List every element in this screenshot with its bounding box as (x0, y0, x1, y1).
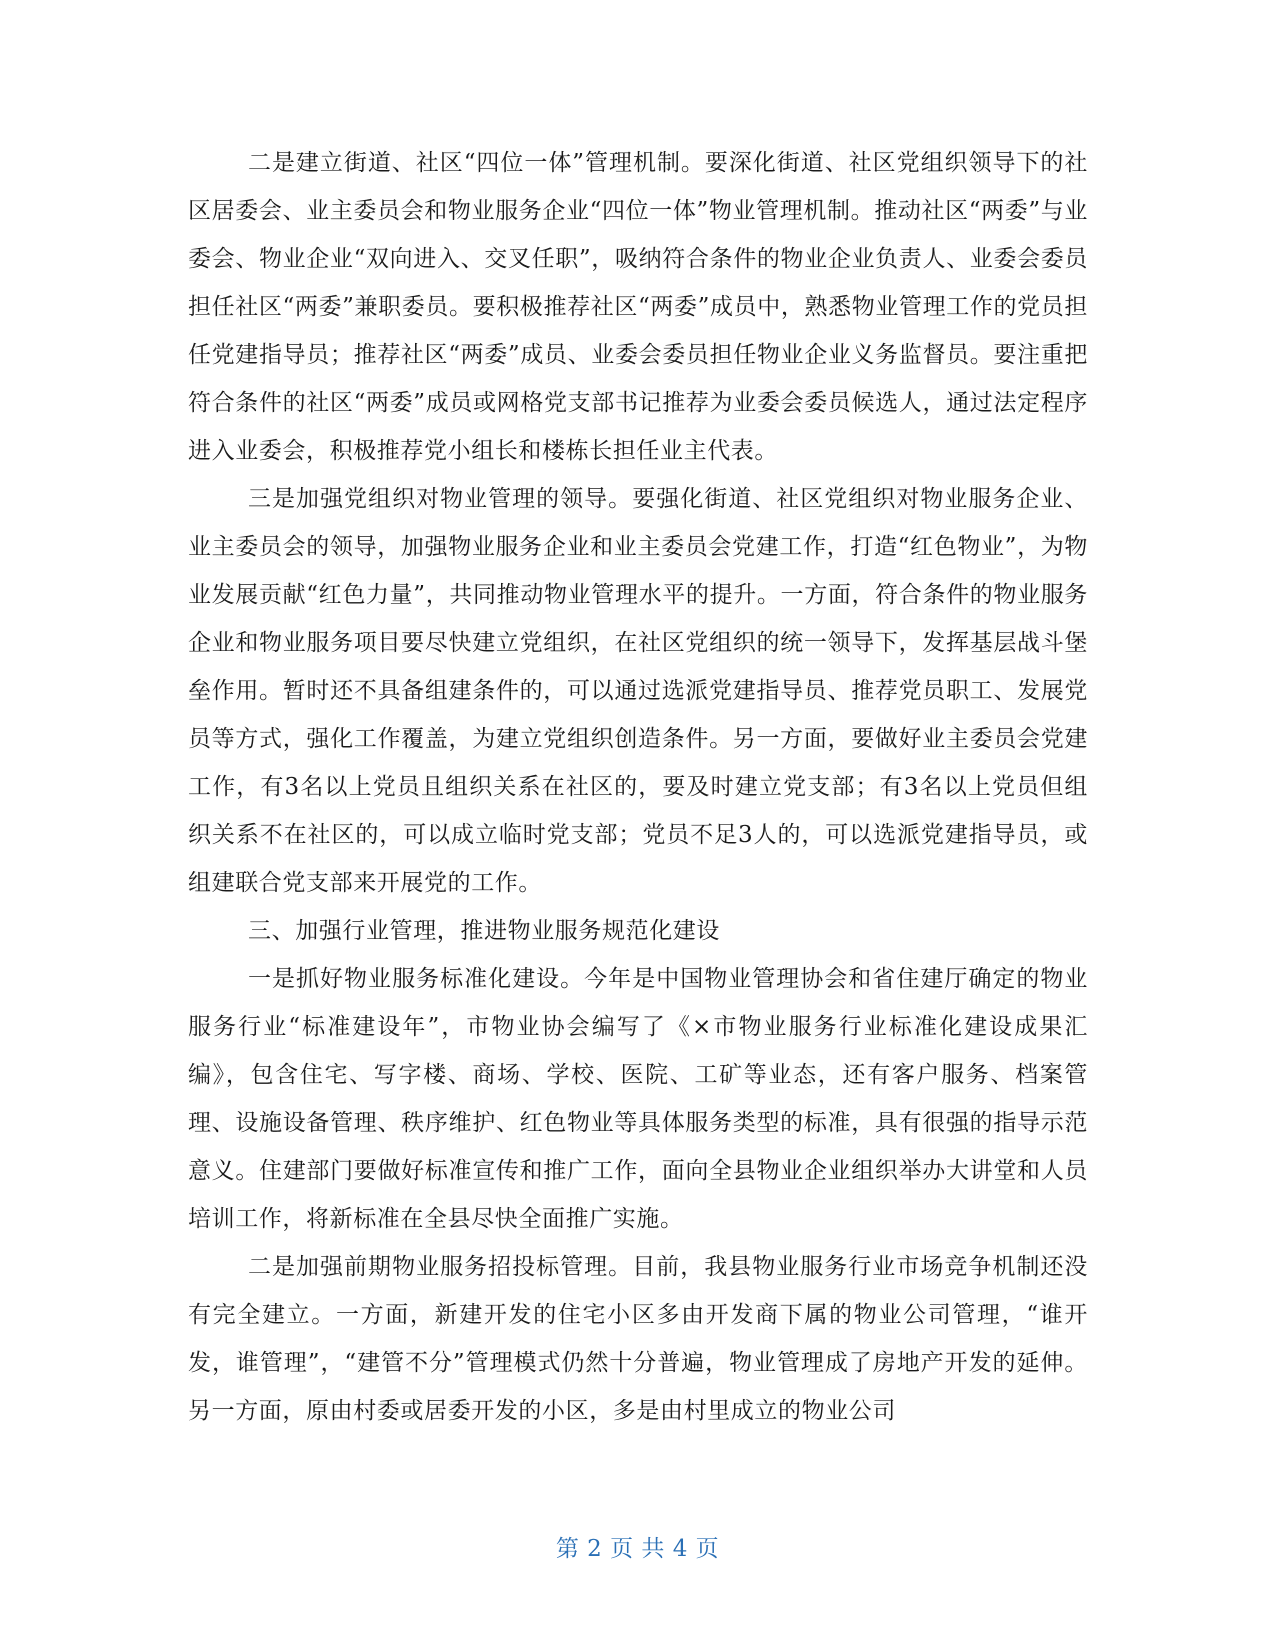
paragraph-standardization: 一是抓好物业服务标准化建设。今年是中国物业管理协会和省住建厅确定的物业服务行业“标准建设年”，市物业协会编写了《×市物业服务行业标准化建设成果汇编》，包含住宅、写字楼、商场、学校、医院、工矿等业态，还有客户服务、档案管理、设施设备管理、秩序维护、红色物业等具体服务类型的标准，具有很强的指导示范意义。住建部门要做好标准宣传和推广工作，面向全县物业企业组织举办大讲堂和人员培训工作，将新标准在全县尽快全面推广实施。 (188, 966, 1088, 1232)
paragraph-party-leadership: 三是加强党组织对物业管理的领导。要强化街道、社区党组织对物业服务企业、业主委员会的领导，加强物业服务企业和业主委员会党建工作，打造“红色物业”，为物业发展贡献“红色力量”，共同推动物业管理水平的提升。一方面，符合条件的物业服务企业和物业服务项目要尽快建立党组织，在社区党组织的统一领导下，发挥基层战斗堡垒作用。暂时还不具备组建条件的，可以通过选派党建指导员、推荐党员职工、发展党员等方式，强化工作覆盖，为建立党组织创造条件。另一方面，要做好业主委员会党建工作，有3名以上党员且组织关系在社区的，要及时建立党支部；有3名以上党员但组织关系不在社区的，可以成立临时党支部；党员不足3人的，可以选派党建指导员，或组建联合党支部来开展党的工作。 (188, 486, 1088, 896)
page-footer (0, 1530, 1275, 1563)
paragraph-four-in-one-mechanism: 二是建立街道、社区“四位一体”管理机制。要深化街道、社区党组织领导下的社区居委会、业主委员会和物业服务企业“四位一体”物业管理机制。推动社区“两委”与业委会、物业企业“双向进入、交叉任职”，吸纳符合条件的物业企业负责人、业委会委员担任社区“两委”兼职委员。要积极推荐社区“两委”成员中，熟悉物业管理工作的党员担任党建指导员；推荐社区“两委”成员、业委会委员担任物业企业义务监督员。要注重把符合条件的社区“两委”成员或网格党支部书记推荐为业委会委员候选人，通过法定程序进入业委会，积极推荐党小组长和楼栋长担任业主代表。 (188, 150, 1088, 464)
section-heading-industry-management: 三、加强行业管理，推进物业服务规范化建设 (248, 918, 720, 944)
page-number-label: 第 2 页 共 4 页 (555, 1536, 720, 1562)
paragraph-bidding-management: 二是加强前期物业服务招投标管理。目前，我县物业服务行业市场竞争机制还没有完全建立。一方面，新建开发的住宅小区多由开发商下属的物业公司管理，“谁开发，谁管理”，“建管不分”管理模式仍然十分普遍，物业管理成了房地产开发的延伸。另一方面，原由村委或居委开发的小区，多是由村里成立的物业公司 (188, 1254, 1088, 1424)
document-body (188, 139, 1088, 1435)
